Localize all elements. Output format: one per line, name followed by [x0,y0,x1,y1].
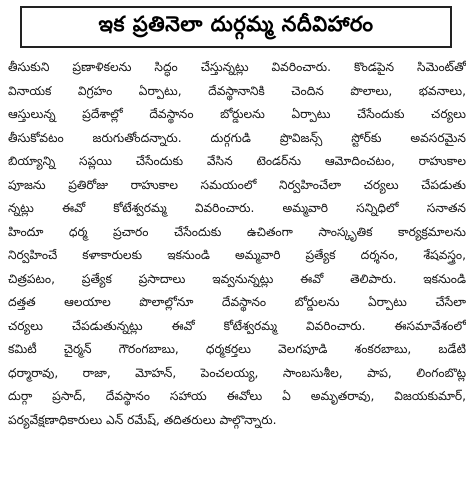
article-line: తీసుకుని ప్రణాళికలను సిద్ధం చేస్తున్నట్లు వివరించారు. కొండపైన సిమెంట్‌తో [8,60,466,74]
article-line: పర్యవేక్షణాధికారులు ఎన్ రమేష్, తదితరులు పాల్గొన్నారు. [8,412,277,427]
article-line: ధర్మారావు, రాజా, మోహన్, పెంచలయ్య, సాంబసుశీల, పాప, లింగంబొట్ల [8,365,466,380]
headline-box [20,6,452,48]
headline: ఇక ప్రతినెలా దుర్గమ్మ నదీవిహారం [98,12,374,36]
article-line: నిర్వహించే కళాకారులకు ఇకనుండి అమ్మవారి ప్రత్యేక దర్శనం, శేషవస్త్రం, [8,248,466,262]
article-body [8,56,466,432]
article-line: కమిటీ చైర్మన్ గౌరంగబాబు, ధర్మకర్తలు వెలగపూడి శంకరబాబు, బడేటి [8,342,466,356]
article-line: దత్తత ఆలయాల పొలాల్లోనూ దేవస్థానం బోర్డులను ఏర్పాటు చేసేలా [8,295,466,309]
article-line: చర్యలు చేపడుతున్నట్లు ఈవో కోటేశ్వరమ్మ వివరించారు. ఈసమావేశంలో [8,318,466,333]
news-clipping [8,6,466,473]
article-line: వినాయక విగ్రహం ఏర్పాటు, దేవస్థానానికి చెందిన పొలాలు, భవనాలు, [8,83,466,98]
article-line: చిత్రపటం, ప్రత్యేక ప్రసాదాలు ఇవ్వనున్నట్లు ఈవో తెలిపారు. ఇకనుండి [8,271,466,286]
article-line: ఆస్తులున్న ప్రదేశాల్లో దేవస్థానం బోర్డులను ఏర్పాటు చేసేందుకు చర్యలు [8,107,466,121]
article-line: బియ్యాన్ని సప్లయి చేసేందుకు వేసిన టెండర్‌ను ఆమోదించటం, రాహుకాల [8,154,466,168]
article-line: న్నట్లు ఈవో కోటేశ్వరమ్మ వివరించారు. అమ్మవారి సన్నిధిలో సనాతన [8,201,466,215]
article-line: దుర్గా ప్రసాద్, దేవస్థానం సహాయ ఈవోలు ఏ అమృతరావు, విజయకుమార్, [8,389,466,403]
article-line: తీసుకోవటం జరుగుతోందన్నారు. దుర్గగుడి ప్రొవిజన్స్ స్టోర్‌కు అవసరమైన [8,130,466,145]
article-line: పూజను ప్రతిరోజు రాహుకాల సమయంలో నిర్వహించేలా చర్యలు చేపడుతు [8,177,466,192]
article-line: హిందూ ధర్మ ప్రచారం చేసేందుకు ఉచితంగా సాంస్కృతిక కార్యక్రమాలను [8,224,466,239]
